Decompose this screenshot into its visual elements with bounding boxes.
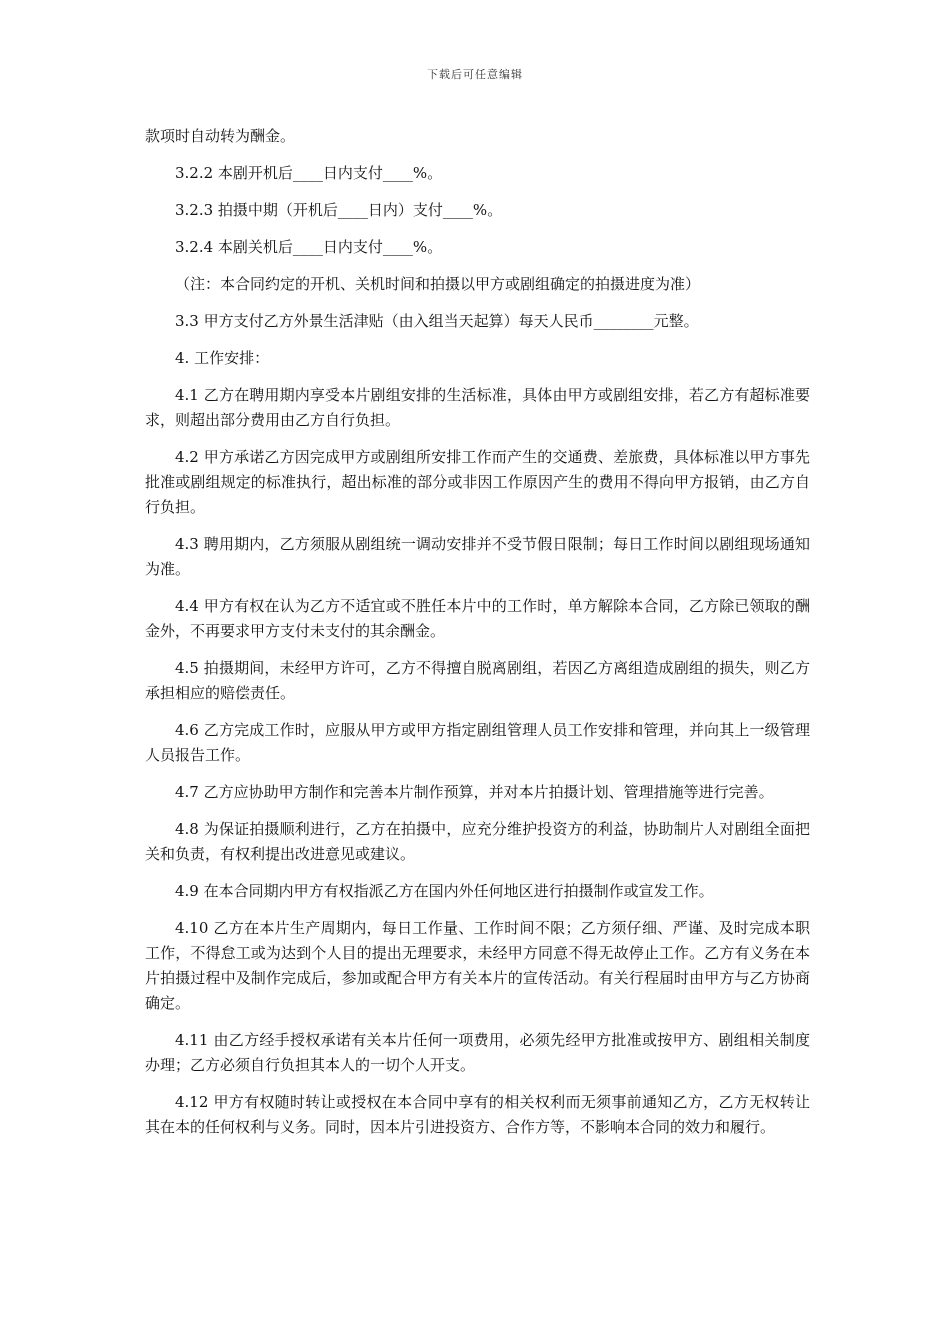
paragraph-4-6: 4.6 乙方完成工作时，应服从甲方或甲方指定剧组管理人员工作安排和管理，并向其上一级管理人员报告工作。: [145, 721, 810, 764]
paragraph-4-2: 4.2 甲方承诺乙方因完成甲方或剧组所安排工作而产生的交通费、差旅费，具体标准以甲方事先批准或剧组规定的标准执行，超出标准的部分或非因工作原因产生的费用不得向甲方报销，由乙方自行负担。: [145, 448, 810, 516]
paragraph-4-4: 4.4 甲方有权在认为乙方不适宜或不胜任本片中的工作时，单方解除本合同，乙方除已领取的酬金外，不再要求甲方支付未支付的其余酬金。: [145, 597, 810, 640]
paragraph-4-3: 4.3 聘用期内，乙方须服从剧组统一调动安排并不受节假日限制；每日工作时间以剧组现场通知为准。: [145, 535, 810, 578]
paragraph-4-9: 4.9 在本合同期内甲方有权指派乙方在国内外任何地区进行拍摄制作或宣发工作。: [175, 882, 714, 900]
paragraph-3-2-4: 3.2.4 本剧关机后____日内支付____%。: [175, 238, 443, 256]
paragraph-3-3: 3.3 甲方支付乙方外景生活津贴（由入组当天起算）每天人民币________元整。: [175, 312, 699, 330]
paragraph-4-8: 4.8 为保证拍摄顺利进行，乙方在拍摄中，应充分维护投资方的利益，协助制片人对剧组全面把关和负责，有权利提出改进意见或建议。: [145, 820, 810, 863]
page-header: 下载后可任意编辑: [427, 68, 523, 81]
paragraph-4-7: 4.7 乙方应协助甲方制作和完善本片制作预算，并对本片拍摄计划、管理措施等进行完善。: [175, 783, 774, 801]
paragraph-4-11: 4.11 由乙方经手授权承诺有关本片任何一项费用，必须先经甲方批准或按甲方、剧组相关制度办理；乙方必须自行负担其本人的一切个人开支。: [145, 1031, 810, 1074]
paragraph-4-12: 4.12 甲方有权随时转让或授权在本合同中享有的相关权利而无须事前通知乙方，乙方无权转让其在本的任何权利与义务。同时，因本片引进投资方、合作方等，不影响本合同的效力和履行。: [145, 1093, 810, 1136]
paragraph-4-10: 4.10 乙方在本片生产周期内，每日工作量、工作时间不限；乙方须仔细、严谨、及时完成本职工作，不得怠工或为达到个人目的提出无理要求，未经甲方同意不得无故停止工作。乙方有义务在本片拍摄过程中及制作完成后，参加或配合甲方有关本片的宣传活动。有关行程届时由甲方与乙方协商确定。: [145, 919, 810, 1012]
paragraph-4-1: 4.1 乙方在聘用期内享受本片剧组安排的生活标准，具体由甲方或剧组安排，若乙方有超标准要求，则超出部分费用由乙方自行负担。: [145, 386, 810, 429]
section-heading-4: 4. 工作安排：: [175, 349, 270, 367]
paragraph-3-2-2: 3.2.2 本剧开机后____日内支付____%。: [175, 164, 443, 182]
paragraph-4-5: 4.5 拍摄期间，未经甲方许可，乙方不得擅自脱离剧组，若因乙方离组造成剧组的损失，则乙方承担相应的赔偿责任。: [145, 659, 810, 702]
paragraph-continuation: 款项时自动转为酬金。: [145, 127, 296, 145]
paragraph-3-2-3: 3.2.3 拍摄中期（开机后____日内）支付____%。: [175, 201, 503, 219]
document-body: [145, 124, 810, 1152]
paragraph-note: （注：本合同约定的开机、关机时间和拍摄以甲方或剧组确定的拍摄进度为准）: [175, 275, 701, 293]
